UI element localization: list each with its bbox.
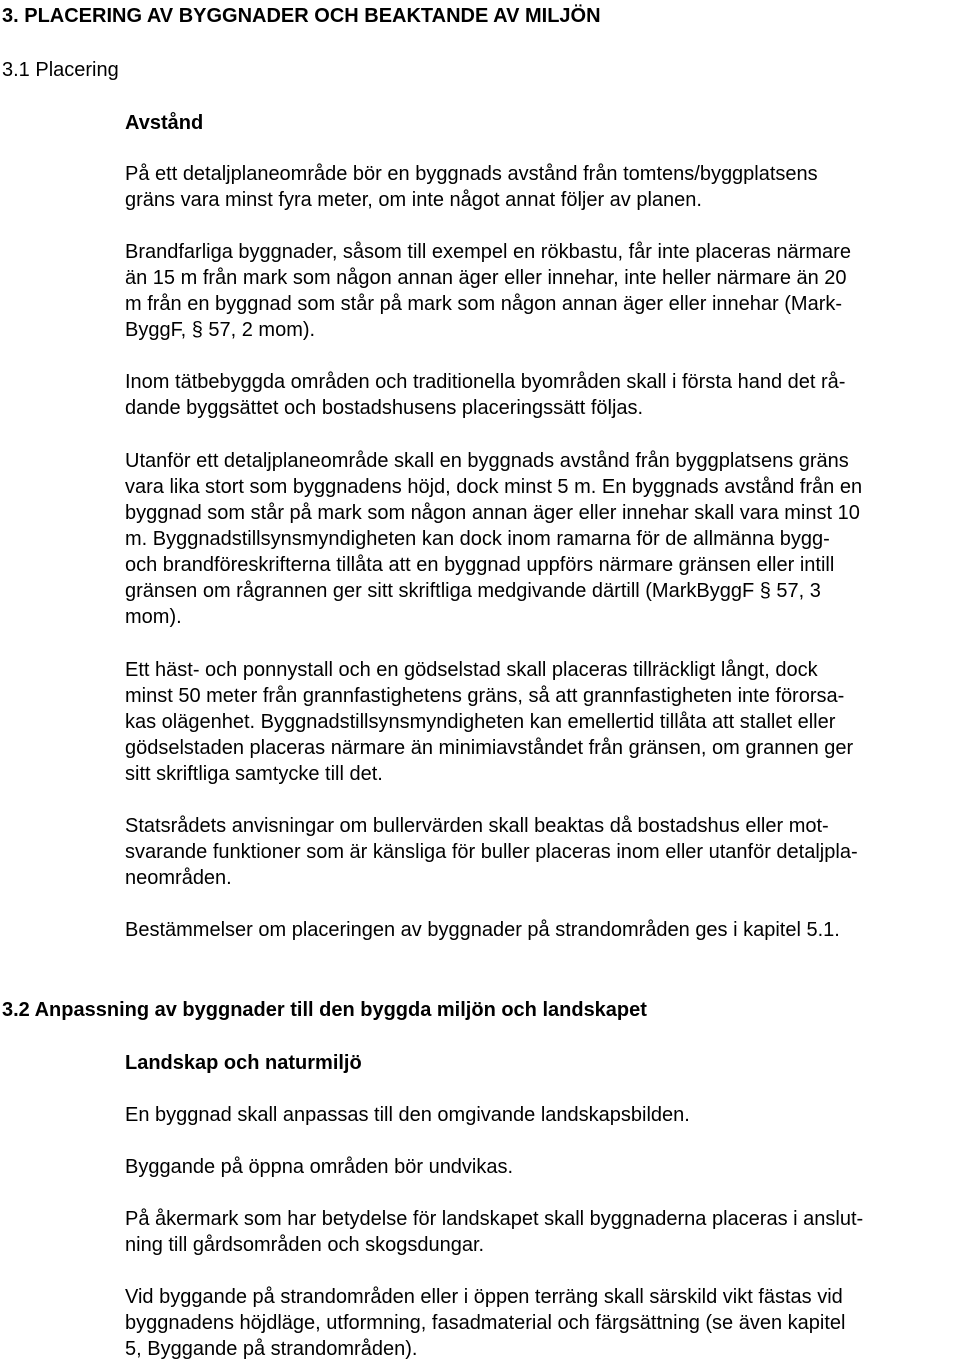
paragraph-line: kas olägenhet. Byggnadstillsynsmyndigheten kan emellertid tillåta att stallet eller: [125, 711, 836, 733]
paragraph-line: neområden.: [125, 867, 232, 889]
subheading-landskap: Landskap och naturmiljö: [125, 1052, 362, 1074]
paragraph-oppen-terrang: [125, 1284, 955, 1362]
paragraph-strandomraden: [125, 917, 955, 943]
section-heading-placering: 3.1 Placering: [2, 59, 119, 81]
paragraph-line: vara lika stort som byggnadens höjd, dock minst 5 m. En byggnads avstånd från en: [125, 476, 863, 498]
paragraph-line: minst 50 meter från grannfastighetens gräns, så att grannfastigheten inte förorsa-: [125, 685, 845, 707]
paragraph-landskapsbilden: [125, 1102, 955, 1128]
paragraph-line: gränsen om rågrannen ger sitt skriftliga medgivande därtill (MarkByggF § 57, 3: [125, 580, 821, 602]
paragraph-line: m. Byggnadstillsynsmyndigheten kan dock inom ramarna för de allmänna bygg-: [125, 528, 830, 550]
paragraph-hast-ponnystall: [125, 657, 955, 787]
paragraph-line: gräns vara minst fyra meter, om inte något annat följer av planen.: [125, 189, 702, 211]
paragraph-line: byggnad som står på mark som någon annan äger eller innehar skall vara minst 10: [125, 502, 860, 524]
paragraph-line: svarande funktioner som är känsliga för buller placeras inom eller utanför detaljpla-: [125, 841, 858, 863]
paragraph-line: än 15 m från mark som någon annan äger eller innehar, inte heller närmare än 20: [125, 267, 847, 289]
paragraph-line: m från en byggnad som står på mark som någon annan äger eller innehar (Mark-: [125, 293, 843, 315]
paragraph-line: ByggF, § 57, 2 mom).: [125, 319, 316, 341]
paragraph-oppna-omraden: [125, 1154, 955, 1180]
paragraph-brandfarliga: [125, 239, 955, 343]
paragraph-tomt-avstand: [125, 161, 955, 213]
paragraph-line: mom).: [125, 606, 182, 628]
paragraph-line: Statsrådets anvisningar om bullervärden skall beaktas då bostadshus eller mot-: [125, 815, 829, 837]
paragraph-line: ning till gårdsområden och skogsdungar.: [125, 1234, 485, 1256]
paragraph-line: och brandföreskrifterna tillåta att en byggnad uppförs närmare gränsen eller intill: [125, 554, 835, 576]
paragraph-line: Bestämmelser om placeringen av byggnader på strandområden ges i kapitel 5.1.: [125, 919, 840, 941]
paragraph-line: dande byggsättet och bostadshusens placeringssätt följas.: [125, 397, 644, 419]
paragraph-line: En byggnad skall anpassas till den omgivande landskapsbilden.: [125, 1104, 690, 1126]
paragraph-line: På ett detaljplaneområde bör en byggnads avstånd från tomtens/byggplatsens: [125, 163, 818, 185]
paragraph-line: På åkermark som har betydelse för landskapet skall byggnaderna placeras i anslut-: [125, 1208, 864, 1230]
paragraph-line: Inom tätbebyggda områden och traditionella byområden skall i första hand det rå-: [125, 371, 846, 393]
paragraph-utanfor-detaljplan: [125, 448, 955, 630]
paragraph-line: gödselstaden placeras närmare än minimiavståndet från gränsen, om grannen ger: [125, 737, 854, 759]
paragraph-bullervarden: [125, 813, 955, 891]
paragraph-line: sitt skriftliga samtycke till det.: [125, 763, 383, 785]
paragraph-tatbebyggda: [125, 369, 955, 421]
chapter-heading: 3. PLACERING AV BYGGNADER OCH BEAKTANDE AV MILJÖN: [2, 5, 601, 27]
subheading-avstand: Avstånd: [125, 112, 204, 134]
paragraph-line: byggnadens höjdläge, utformning, fasadmaterial och färgsättning (se även kapitel: [125, 1312, 846, 1334]
section-heading-anpassning: 3.2 Anpassning av byggnader till den byggda miljön och landskapet: [2, 999, 647, 1021]
paragraph-line: Vid byggande på strandområden eller i öppen terräng skall särskild vikt fästas vid: [125, 1286, 843, 1308]
paragraph-line: Byggande på öppna områden bör undvikas.: [125, 1156, 514, 1178]
paragraph-line: 5, Byggande på strandområden).: [125, 1338, 418, 1360]
paragraph-line: Brandfarliga byggnader, såsom till exempel en rökbastu, får inte placeras närmare: [125, 241, 851, 263]
paragraph-line: Utanför ett detaljplaneområde skall en byggnads avstånd från byggplatsens gräns: [125, 450, 849, 472]
paragraph-akermark: [125, 1206, 955, 1258]
paragraph-line: Ett häst- och ponnystall och en gödselstad skall placeras tillräckligt långt, dock: [125, 659, 818, 681]
